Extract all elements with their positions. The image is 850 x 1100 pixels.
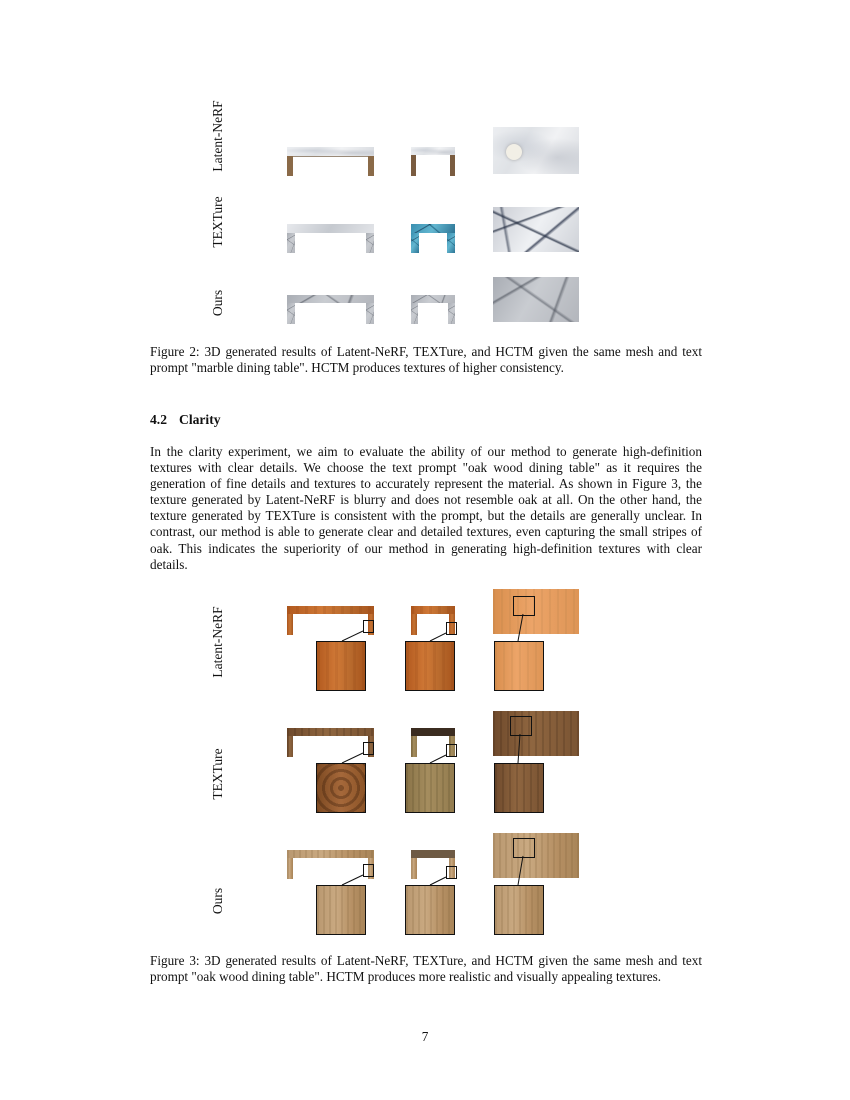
fig3-row-label-ours: Ours	[210, 887, 225, 915]
fig2-ours-side-view	[411, 295, 455, 324]
fig3-ours-top-texture	[493, 833, 579, 878]
fig3-texture-top-zoom	[494, 763, 544, 813]
fig3-texture-front-zoom-source	[363, 742, 374, 755]
page-number: 7	[421, 1029, 429, 1044]
fig2-marble-spot	[506, 144, 522, 160]
fig3-row-label-latent-nerf: Latent-NeRF	[210, 606, 225, 678]
fig2-texture-front-view	[287, 224, 374, 253]
fig3-latent-nerf-top-texture	[493, 589, 579, 634]
fig3-texture-side-zoom-source	[446, 744, 457, 757]
fig3-ours-front-view	[287, 850, 374, 879]
fig2-latent-nerf-top-texture	[493, 127, 579, 174]
fig2-latent-nerf-front-view	[287, 147, 374, 176]
fig2-ours-front-view	[287, 295, 374, 324]
section-title: Clarity	[179, 412, 221, 427]
fig3-latent-nerf-top-zoom-source	[513, 596, 535, 616]
fig3-texture-top-texture	[493, 711, 579, 756]
fig2-row-label-latent-nerf: Latent-NeRF	[210, 100, 225, 172]
fig3-ours-front-zoom-source	[363, 864, 374, 877]
figure-2-caption: Figure 2: 3D generated results of Latent-NeRF, TEXTure, and HCTM given the same mesh and text prompt "marble dining table". HCTM produces textures of higher consistency.	[150, 344, 702, 376]
fig3-ours-front-zoom	[316, 885, 366, 935]
fig3-latent-nerf-front-zoom	[316, 641, 366, 691]
fig3-latent-nerf-front-zoom-source	[363, 620, 374, 633]
section-number: 4.2	[150, 412, 167, 427]
fig2-ours-top-texture	[493, 277, 579, 322]
fig3-latent-nerf-side-zoom-source	[446, 622, 457, 635]
fig3-latent-nerf-front-view	[287, 606, 374, 635]
figure-3-caption: Figure 3: 3D generated results of Latent-NeRF, TEXTure, and HCTM given the same mesh and text prompt "oak wood dining table". HCTM produces more realistic and visually appealing textures.	[150, 953, 702, 985]
fig2-row-label-ours: Ours	[210, 289, 225, 317]
fig3-ours-top-zoom-source	[513, 838, 535, 858]
fig3-row-label-texture: TEXTure	[210, 748, 225, 800]
fig3-texture-side-zoom	[405, 763, 455, 813]
section-heading	[150, 412, 221, 428]
fig2-latent-nerf-side-view	[411, 147, 455, 176]
fig3-texture-top-zoom-source	[510, 716, 532, 736]
fig3-ours-side-zoom	[405, 885, 455, 935]
fig3-texture-front-view	[287, 728, 374, 757]
fig3-texture-front-zoom	[316, 763, 366, 813]
fig3-latent-nerf-side-zoom	[405, 641, 455, 691]
section-body-paragraph: In the clarity experiment, we aim to evaluate the ability of our method to generate high-definition textures with clear details. We choose the text prompt "oak wood dining table" as it requires the generation of fine details and textures to accurately represent the material. As shown in Figure 3, the texture generated by Latent-NeRF is blurry and does not resemble oak at all. On the other hand, the texture generated by TEXTure is consistent with the prompt, but the details are generally unclear. In contrast, our method is able to generate clear and detailed textures, even capturing the small stripes of oak. This indicates the superiority of our method in generating high-definition textures with clear details.	[150, 444, 702, 572]
fig2-row-label-texture: TEXTure	[210, 196, 225, 248]
fig3-ours-side-zoom-source	[446, 866, 457, 879]
fig3-ours-top-zoom	[494, 885, 544, 935]
fig2-texture-side-view	[411, 224, 455, 253]
fig2-texture-top-texture	[493, 207, 579, 252]
fig3-latent-nerf-top-zoom	[494, 641, 544, 691]
